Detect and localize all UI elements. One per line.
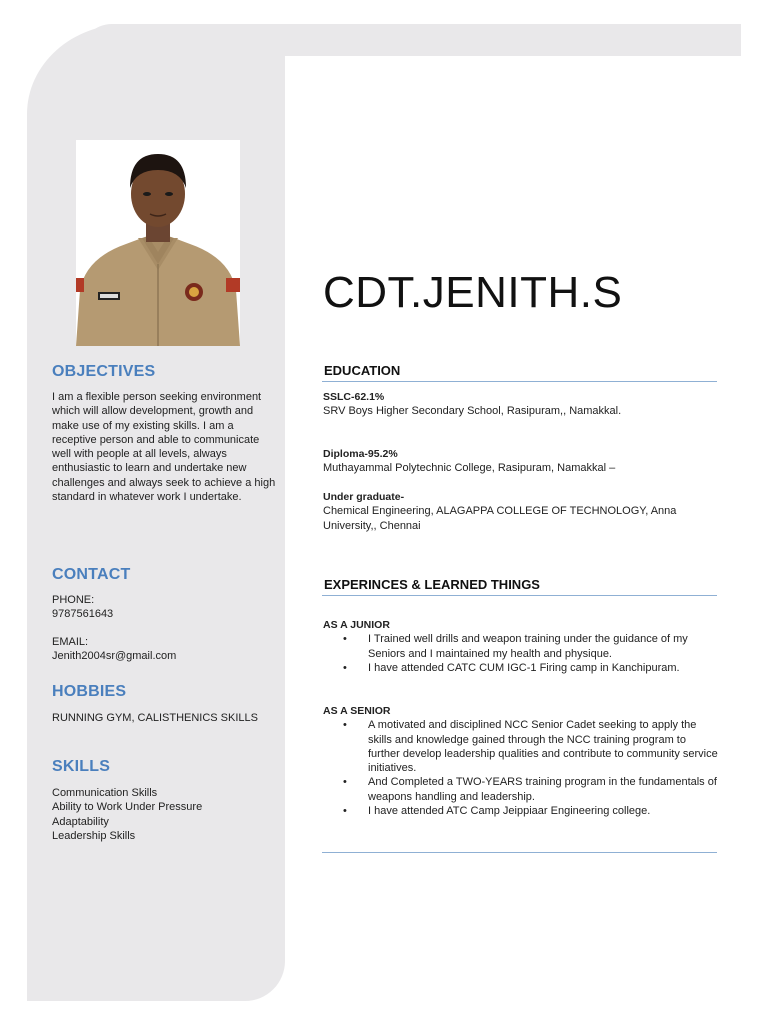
ug-detail: Chemical Engineering, ALAGAPPA COLLEGE OF TECHNOLOGY, Anna University,, Chennai bbox=[323, 505, 677, 532]
hobbies-section bbox=[52, 683, 277, 725]
profile-photo bbox=[76, 140, 240, 346]
skill-item: Ability to Work Under Pressure bbox=[52, 801, 203, 814]
hobbies-title: HOBBIES bbox=[52, 683, 127, 700]
email-label: EMAIL: bbox=[52, 635, 89, 648]
phone-label: PHONE: bbox=[52, 594, 95, 606]
diploma-detail: Muthayammal Polytechnic College, Rasipuram, Namakkal – bbox=[323, 462, 616, 475]
objectives-section bbox=[52, 363, 277, 504]
bullet-icon: • bbox=[343, 719, 347, 732]
junior-heading: AS A JUNIOR bbox=[323, 619, 390, 631]
list-item: • I have attended ATC Camp Jeippiaar Engineering college. bbox=[343, 805, 651, 818]
candidate-name: CDT.JENITH.S bbox=[323, 268, 623, 317]
senior-section bbox=[323, 704, 718, 818]
sslc-detail: SRV Boys Higher Secondary School, Rasipuram,, Namakkal. bbox=[323, 405, 622, 418]
skill-item: Adaptability bbox=[52, 815, 109, 828]
objectives-title: OBJECTIVES bbox=[52, 363, 156, 380]
senior-heading: AS A SENIOR bbox=[323, 705, 391, 717]
bullet-icon: • bbox=[343, 805, 347, 818]
education-sslc bbox=[323, 390, 718, 419]
experience-title: EXPERINCES & LEARNED THINGS bbox=[324, 577, 540, 592]
bullet-icon: • bbox=[343, 633, 347, 646]
education-diploma bbox=[323, 447, 718, 476]
education-ug bbox=[323, 490, 718, 533]
sslc-heading: SSLC-62.1% bbox=[323, 391, 385, 403]
skills-section bbox=[52, 758, 277, 843]
list-item: • I have attended CATC CUM IGC-1 Firing camp in Kanchipuram. bbox=[343, 661, 680, 674]
diploma-heading: Diploma-95.2% bbox=[323, 448, 398, 460]
list-item: • I Trained well drills and weapon training under the guidance of my Seniors and I maintained my health and physique. bbox=[343, 633, 688, 660]
education-title: EDUCATION bbox=[324, 363, 401, 378]
list-item: • A motivated and disciplined NCC Senior Cadet seeking to apply the skills and knowledge gained through the NCC training program to further develop leadership qualities and contribute to community service initiatives. bbox=[343, 719, 718, 775]
hobbies-text: RUNNING GYM, CALISTHENICS SKILLS bbox=[52, 712, 258, 724]
skill-item: Leadership Skills bbox=[52, 829, 136, 842]
experience-divider bbox=[322, 595, 717, 596]
list-item: • And Completed a TWO-YEARS training program in the fundamentals of weapons handling and leadership. bbox=[343, 776, 717, 803]
education-divider bbox=[322, 381, 717, 382]
contact-title: CONTACT bbox=[52, 566, 131, 583]
junior-section bbox=[323, 618, 718, 675]
cadet-portrait-image bbox=[76, 140, 240, 346]
bullet-icon: • bbox=[343, 661, 347, 674]
contact-section bbox=[52, 566, 277, 663]
senior-list bbox=[323, 718, 718, 818]
ug-heading: Under graduate- bbox=[323, 491, 405, 503]
bullet-icon: • bbox=[343, 776, 347, 789]
main-panel bbox=[285, 56, 755, 1016]
skill-item: Communication Skills bbox=[52, 787, 158, 799]
phone-value: 9787561643 bbox=[52, 608, 114, 621]
bottom-divider bbox=[322, 852, 717, 853]
objectives-text: I am a flexible person seeking environment which will allow development, growth and make use of my existing skills. I am a receptive person and able to communicate well with people at all levels, always enthusiastic to learn and undertake new challenges and always seek to achieve a high standard in whatever work I undertake. bbox=[52, 391, 276, 504]
junior-list bbox=[323, 632, 718, 675]
email-value[interactable]: Jenith2004sr@gmail.com bbox=[52, 649, 177, 662]
skills-title: SKILLS bbox=[52, 758, 111, 775]
